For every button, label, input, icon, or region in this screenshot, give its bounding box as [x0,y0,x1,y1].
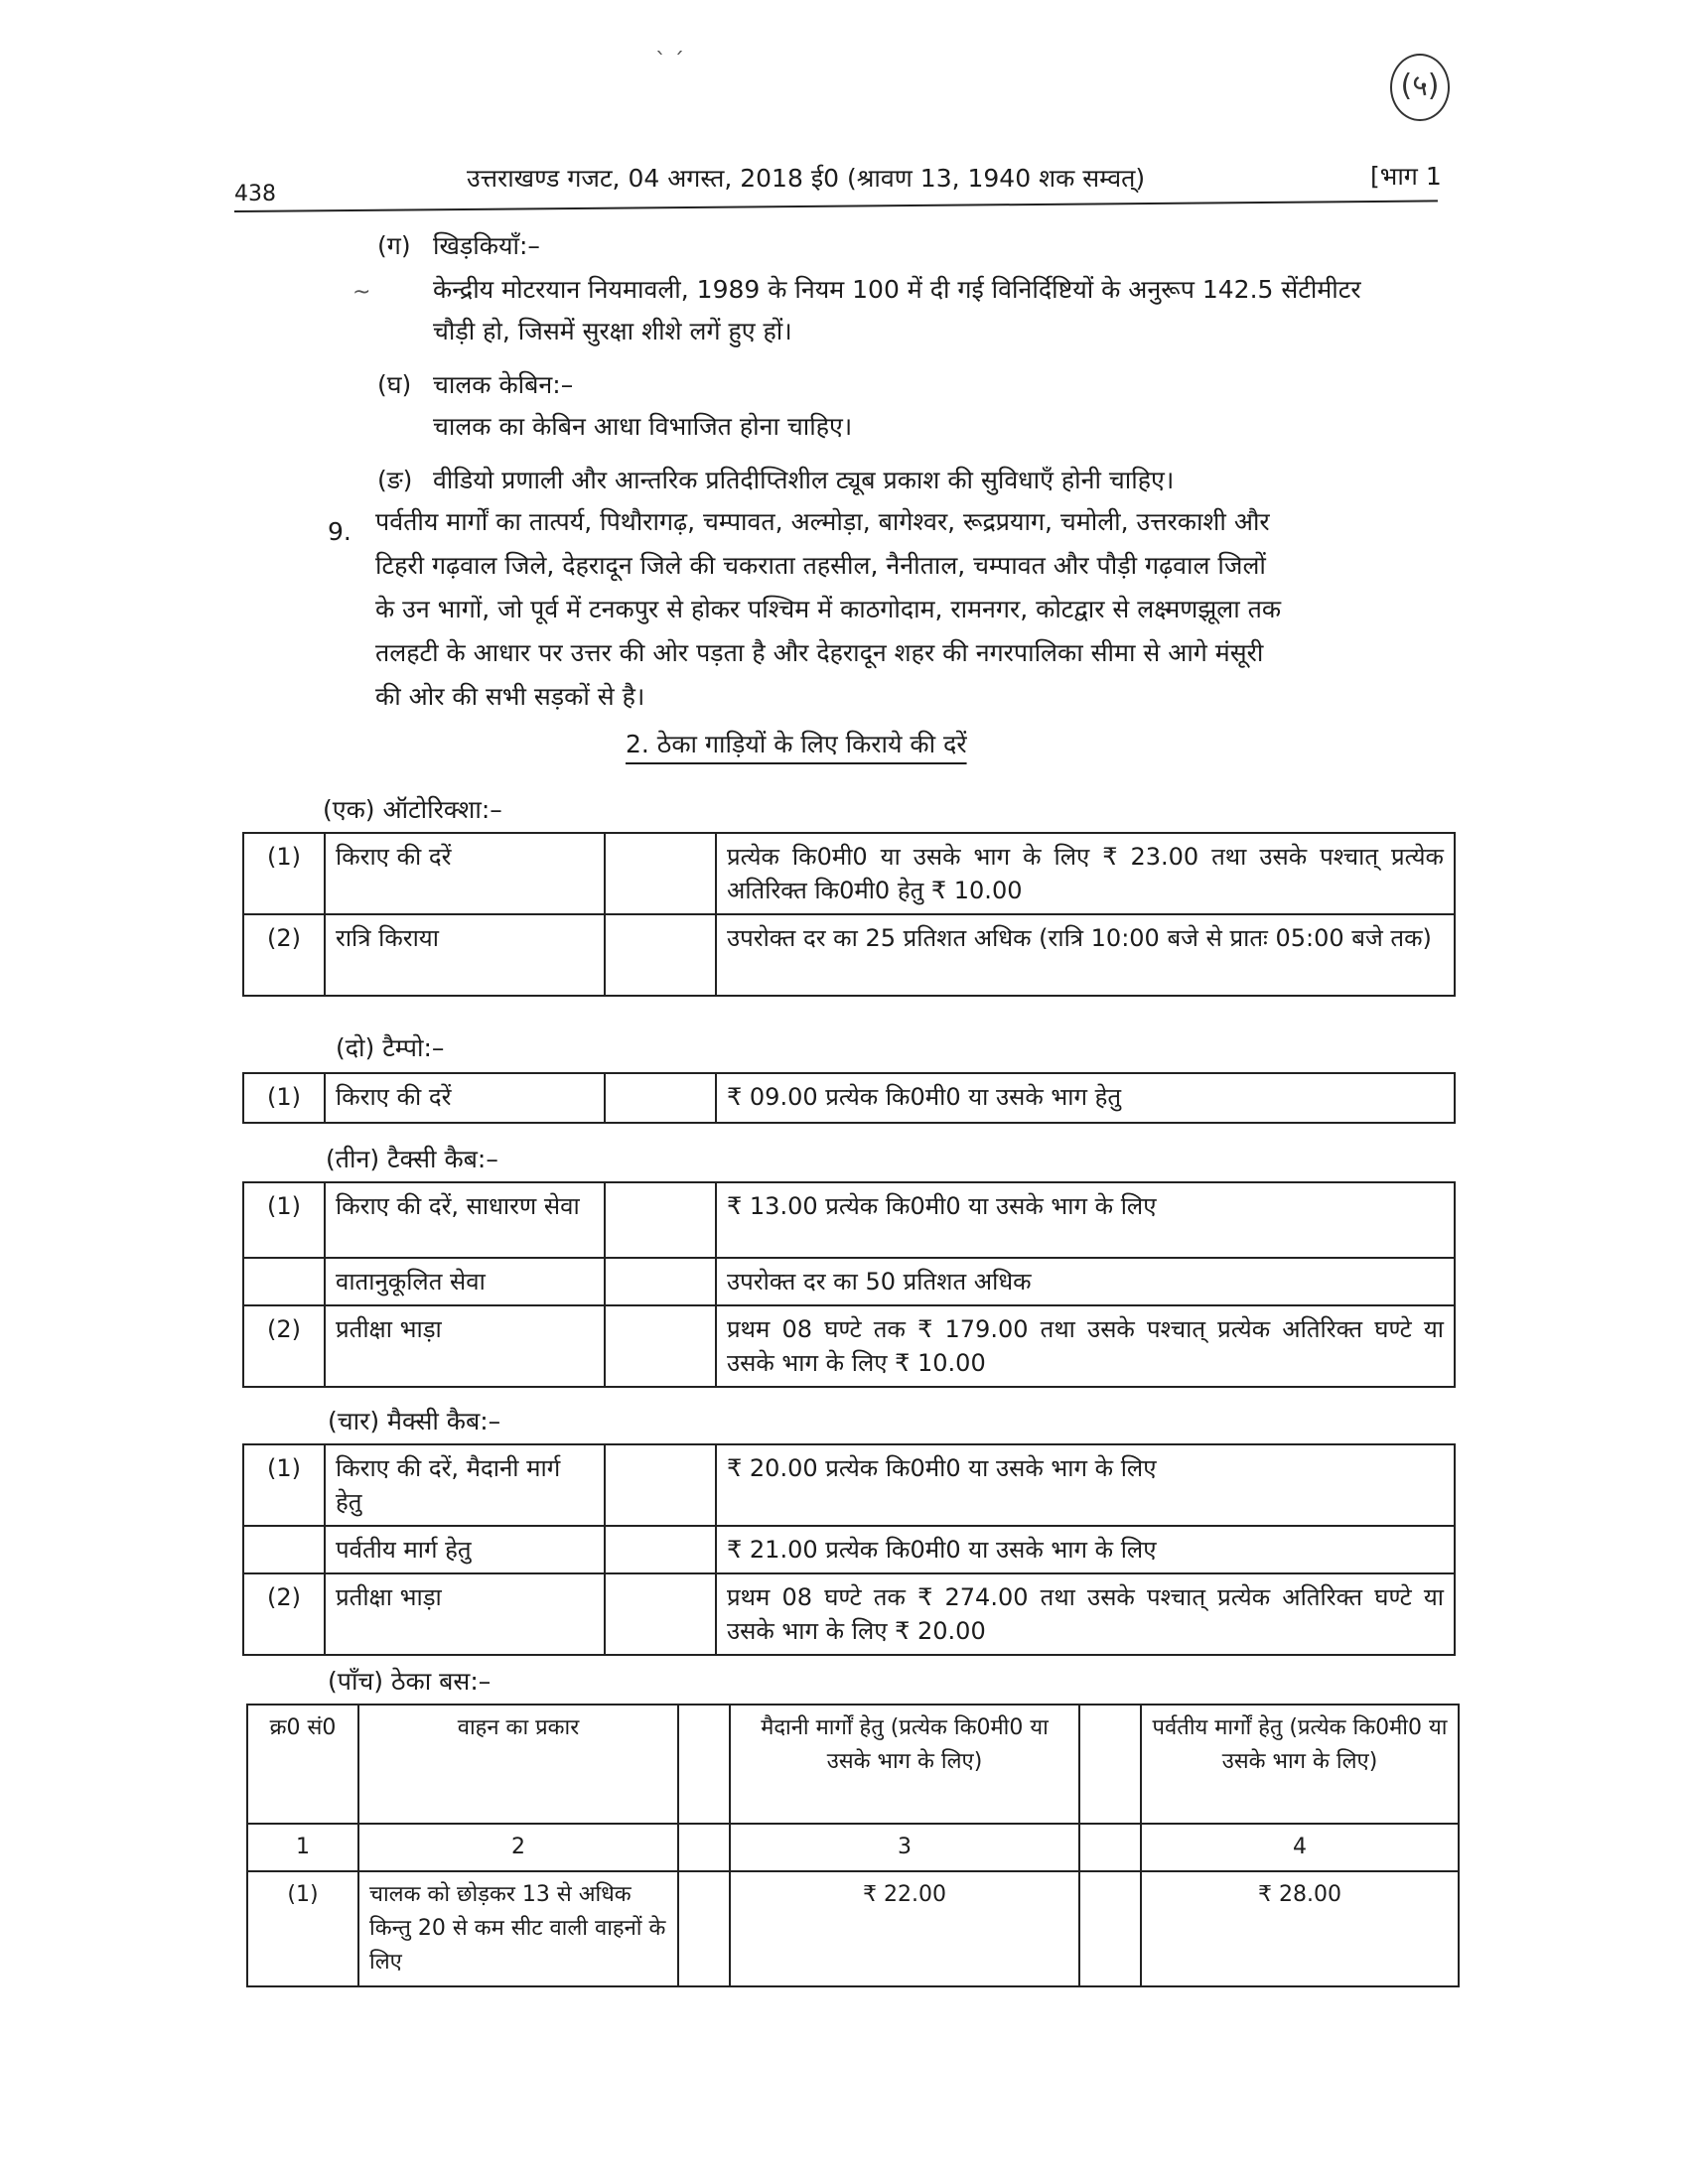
row-label: किराए की दरें, साधारण सेवा [325,1182,605,1258]
plain-route-fare: ₹ 22.00 [730,1871,1079,1986]
empty-cell [243,1258,325,1305]
empty-cell [1079,1871,1141,1986]
row-label: किराए की दरें, मैदानी मार्ग हेतु [325,1444,605,1526]
empty-cell [605,1305,716,1387]
row-label: प्रतीक्षा भाड़ा [325,1305,605,1387]
section-2-heading: 2. ठेका गाड़ियों के लिए किराये की दरें [626,730,967,758]
hill-route-fare: ₹ 28.00 [1141,1871,1459,1986]
row-label: किराए की दरें [325,833,605,914]
para-9-line-2: टिहरी गढ़वाल जिले, देहरादून जिले की चकराता तहसील, नैनीताल, चम्पावत और पौड़ी गढ़वाल जिलों [375,551,1266,580]
maxi-fare-table [242,1443,1456,1656]
row-label: पर्वतीय मार्ग हेतु [325,1526,605,1573]
row-label: वातानुकूलित सेवा [325,1258,605,1305]
section-ga-label: (ग) [377,231,411,260]
column-header-plain-routes: मैदानी मार्गों हेतु (प्रत्येक कि0मी0 या उसके भाग के लिए) [730,1705,1079,1824]
section-gha-line-1: चालक का केबिन आधा विभाजित होना चाहिए। [433,412,853,441]
section-ga-title: खिड़कियाँ:– [433,231,540,260]
tempo-title: (दो) टैम्पो:– [336,1033,445,1062]
table-row [247,1705,1459,1824]
row-number: (1) [243,833,325,914]
row-number: (1) [243,1444,325,1526]
para-9-line-1: पर्वतीय मार्गों का तात्पर्य, पिथौरागढ़, चम्पावत, अल्मोड़ा, बागेश्वर, रूद्रप्रयाग, चमोली, उत्तरकाशी और [375,507,1270,536]
empty-cell [1079,1824,1141,1871]
column-header-sno: क्र0 सं0 [247,1705,358,1824]
empty-cell [605,1444,716,1526]
empty-cell [605,833,716,914]
table-row [243,914,1455,996]
row-number: (2) [243,1573,325,1655]
table-row [243,1573,1455,1655]
row-number: (2) [243,914,325,996]
table-row [243,1258,1455,1305]
tempo-fare-table [242,1072,1456,1124]
table-row [247,1871,1459,1986]
row-value: ₹ 20.00 प्रत्येक कि0मी0 या उसके भाग के लिए [716,1444,1455,1526]
maxi-title: (चार) मैक्सी कैब:– [328,1407,501,1435]
table-row [243,1444,1455,1526]
row-value: ₹ 09.00 प्रत्येक कि0मी0 या उसके भाग हेतु [716,1073,1455,1123]
section-nga-label: (ङ) [377,466,413,494]
taxi-title: (तीन) टैक्सी कैब:– [326,1145,498,1173]
para-9-line-3: के उन भागों, जो पूर्व में टनकपुर से होकर पश्चिम में काठगोदाम, रामनगर, कोटद्वार से लक्ष्मणझूला तक [375,595,1282,623]
section-ga-line-2: चौड़ी हो, जिसमें सुरक्षा शीशे लगें हुए हों। [433,317,792,345]
empty-cell [605,1526,716,1573]
table-row [247,1824,1459,1871]
row-number: (2) [243,1305,325,1387]
taxi-fare-table [242,1181,1456,1388]
header-rule [234,200,1438,212]
row-number: (1) [243,1073,325,1123]
table-row [243,1073,1455,1123]
empty-cell [678,1871,730,1986]
row-value: ₹ 13.00 प्रत्येक कि0मी0 या उसके भाग के लिए [716,1182,1455,1258]
autorickshaw-fare-table [242,832,1456,997]
row-label: रात्रि किराया [325,914,605,996]
table-row [243,1526,1455,1573]
row-number: (1) [243,1182,325,1258]
column-number: 3 [730,1824,1079,1871]
table-row [243,1305,1455,1387]
section-ga-line-1: केन्द्रीय मोटरयान नियमावली, 1989 के नियम 100 में दी गई विनिर्दिष्टियों के अनुरूप 142.5 सेंटीमीटर [433,275,1361,304]
row-label: किराए की दरें [325,1073,605,1123]
row-value: उपरोक्त दर का 25 प्रतिशत अधिक (रात्रि 10:00 बजे से प्रातः 05:00 बजे तक) [716,914,1455,996]
table-row [243,1182,1455,1258]
empty-cell [605,1258,716,1305]
empty-cell [243,1526,325,1573]
gazette-header-title: उत्तराखण्ड गजट, 04 अगस्त, 2018 ई0 (श्रावण 13, 1940 शक सम्वत्) [467,164,1146,193]
page-number: 438 [234,182,276,206]
column-number: 4 [1141,1824,1459,1871]
empty-cell [605,1573,716,1655]
auto-title: (एक) ऑटोरिक्शा:– [323,795,502,824]
para-9-number: 9. [328,517,352,546]
row-label: प्रतीक्षा भाड़ा [325,1573,605,1655]
row-value: प्रथम 08 घण्टे तक ₹ 274.00 तथा उसके पश्चात् प्रत्येक अतिरिक्त घण्टे या उसके भाग के लिए ₹ 20.00 [716,1573,1455,1655]
empty-cell [605,1182,716,1258]
para-9-line-5: की ओर की सभी सड़कों से है। [375,682,645,711]
row-value: प्रत्येक कि0मी0 या उसके भाग के लिए ₹ 23.00 तथा उसके पश्चात् प्रत्येक अतिरिक्त कि0मी0 हेतु ₹ 10.00 [716,833,1455,914]
column-header-vehicle-type: वाहन का प्रकार [358,1705,678,1824]
section-nga-line-1: वीडियो प्रणाली और आन्तरिक प्रतिदीप्तिशील ट्यूब प्रकाश की सुविधाएँ होनी चाहिए। [433,466,1175,494]
empty-cell [678,1705,730,1824]
table-row [243,833,1455,914]
vehicle-type-cell: चालक को छोड़कर 13 से अधिक किन्तु 20 से कम सीट वाली वाहनों के लिए [358,1871,678,1986]
empty-cell [1079,1705,1141,1824]
empty-cell [605,1073,716,1123]
row-value: ₹ 21.00 प्रत्येक कि0मी0 या उसके भाग के लिए [716,1526,1455,1573]
gazette-part-label: [भाग 1 [1370,162,1442,191]
section-gha-label: (घ) [377,370,412,399]
empty-cell [605,914,716,996]
column-number: 2 [358,1824,678,1871]
para-9-line-4: तलहटी के आधार पर उत्तर की ओर पड़ता है और देहरादून शहर की नगरपालिका सीमा से आगे मंसूरी [375,638,1264,667]
bus-title: (पाँच) ठेका बस:– [328,1667,492,1696]
empty-cell [678,1824,730,1871]
contract-bus-fare-table [246,1704,1460,1987]
margin-tick: ~ [352,280,371,305]
row-value: प्रथम 08 घण्टे तक ₹ 179.00 तथा उसके पश्चात् प्रत्येक अतिरिक्त घण्टे या उसके भाग के लिए ₹ 10.00 [716,1305,1455,1387]
row-value: उपरोक्त दर का 50 प्रतिशत अधिक [716,1258,1455,1305]
column-number: 1 [247,1824,358,1871]
scan-mark: ˋ ˊ [655,50,684,74]
column-header-hill-routes: पर्वतीय मार्गों हेतु (प्रत्येक कि0मी0 या उसके भाग के लिए) [1141,1705,1459,1824]
margin-page-mark: (५) [1390,54,1450,121]
section-gha-title: चालक केबिन:– [433,370,574,399]
row-number: (1) [247,1871,358,1986]
